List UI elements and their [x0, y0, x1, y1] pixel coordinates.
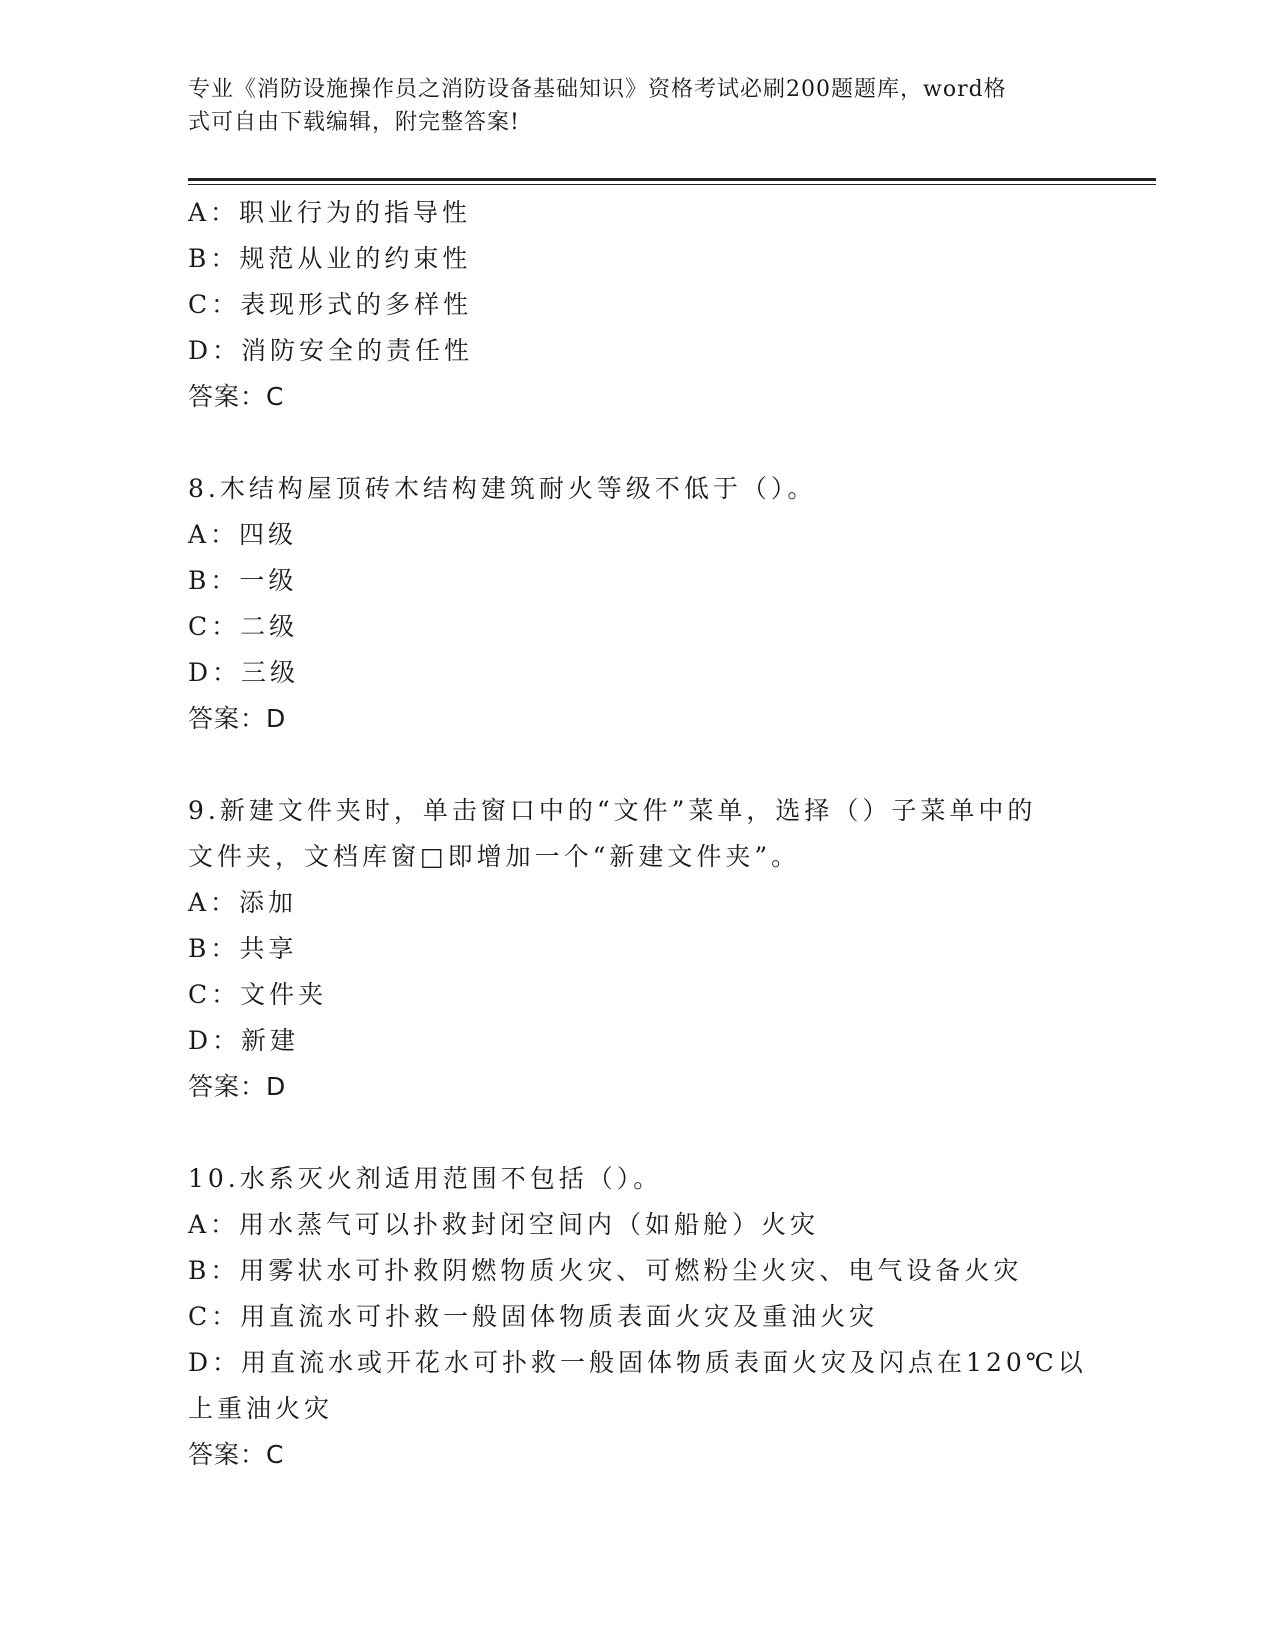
spacer	[188, 742, 1088, 788]
question-8-option-d: D：三级	[188, 658, 300, 687]
question-8-answer: 答案：D	[188, 704, 287, 733]
question-8-option-a: A：四级	[188, 520, 298, 549]
question-8-text: 8.木结构屋顶砖木结构建筑耐火等级不低于（）。	[188, 474, 817, 503]
question-10-option-b: B：用雾状水可扑救阴燃物质火灾、可燃粉尘火灾、电气设备火灾	[188, 1256, 1023, 1285]
question-10-answer: 答案：C	[188, 1440, 285, 1469]
document-header	[188, 73, 1068, 139]
question-list	[188, 190, 1088, 1478]
question-9-option-d: D：新建	[188, 1026, 300, 1055]
question-10-option-c: C：用直流水可扑救一般固体物质表面火灾及重油火灾	[188, 1302, 879, 1331]
question-7-block	[188, 190, 1088, 420]
question-7-option-a: A：职业行为的指导性	[188, 198, 472, 227]
question-7-answer: 答案：C	[188, 382, 285, 411]
spacer	[188, 420, 1088, 466]
spacer	[188, 1110, 1088, 1156]
header-divider-thick	[188, 178, 1156, 181]
question-9-block	[188, 788, 1088, 1110]
question-7-option-d: D：消防安全的责任性	[188, 336, 474, 365]
question-10-option-a: A：用水蒸气可以扑救封闭空间内（如船舱）火灾	[188, 1210, 820, 1239]
question-9-text-line-1: 9.新建文件夹时，单击窗口中的“文件”菜单，选择（）子菜单中的	[188, 796, 1037, 825]
question-8-block	[188, 466, 1088, 742]
question-7-option-b: B：规范从业的约束性	[188, 244, 472, 273]
question-9-option-b: B：共享	[188, 934, 298, 963]
header-divider-thin	[188, 184, 1156, 185]
question-9-option-a: A：添加	[188, 888, 298, 917]
header-line-2: 式可自由下载编辑，附完整答案!	[188, 110, 520, 135]
question-10-option-d-line-2: 上重油火灾	[188, 1394, 334, 1423]
question-8-option-c: C：二级	[188, 612, 299, 641]
question-10-block	[188, 1156, 1088, 1478]
question-7-option-c: C：表现形式的多样性	[188, 290, 473, 319]
question-9-answer: 答案：D	[188, 1072, 287, 1101]
question-9-text-line-2: 文件夹，文档库窗□即增加一个“新建文件夹”。	[188, 842, 801, 871]
header-line-1: 专业《消防设施操作员之消防设备基础知识》资格考试必刷200题题库，word格	[188, 77, 1007, 102]
question-10-text: 10.水系灭火剂适用范围不包括（）。	[188, 1164, 663, 1193]
question-9-option-c: C：文件夹	[188, 980, 328, 1009]
question-8-option-b: B：一级	[188, 566, 298, 595]
question-10-option-d-line-1: D：用直流水或开花水可扑救一般固体物质表面火灾及闪点在120℃以	[188, 1348, 1087, 1377]
